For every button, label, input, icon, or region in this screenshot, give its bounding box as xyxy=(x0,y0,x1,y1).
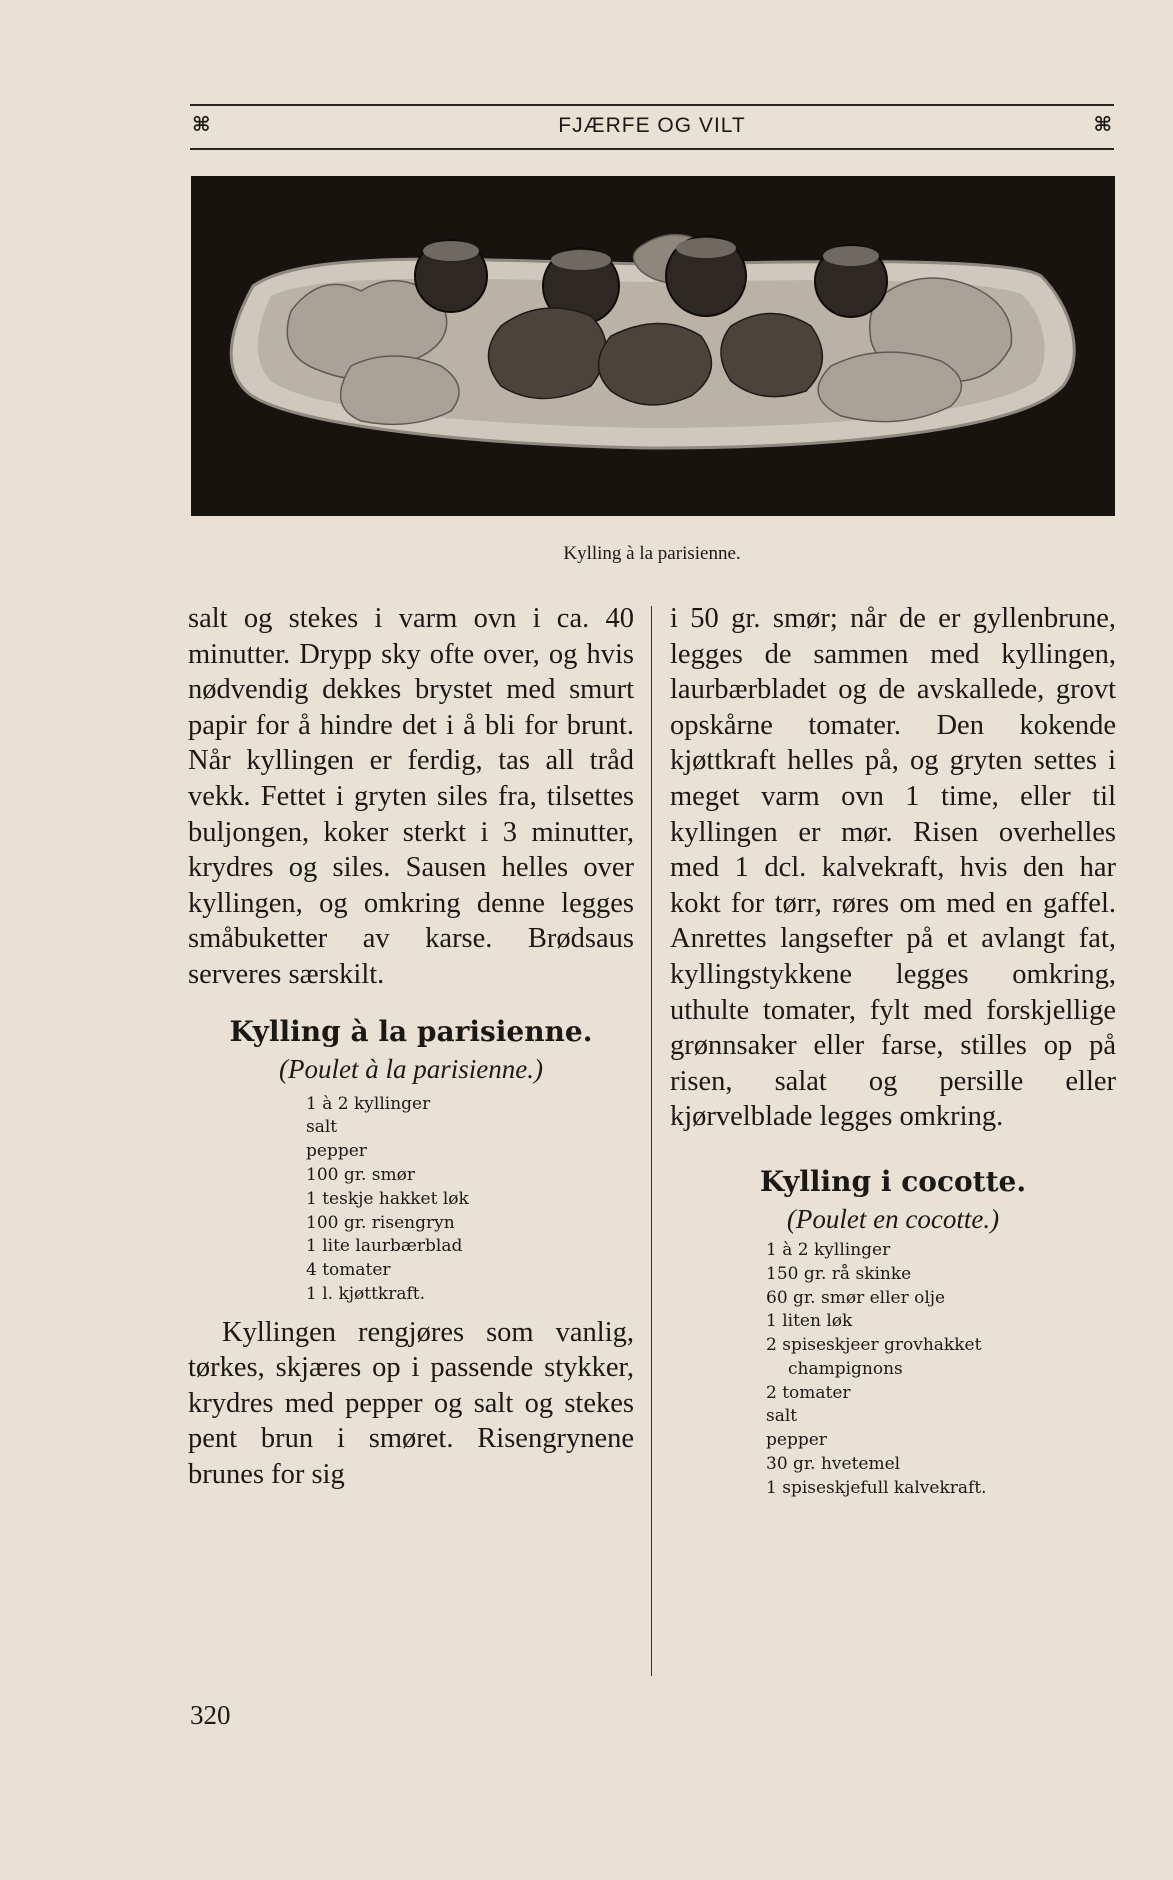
ingredient-list-cocotte xyxy=(766,1239,1116,1501)
ingredient-item: 60 gr. smør eller olje xyxy=(766,1287,946,1308)
ingredient-item: pepper xyxy=(766,1430,827,1451)
right-paragraph-continued: i 50 gr. smør; når de er gyllenbrune, legges de sammen med kyllingen, laurbærbladet og de avskallede, grovt opskårne tomater. Den kokende kjøttkraft helles på, og gryten settes i meget varm ovn 1 time, eller til kyllingen er mør. Risen overhelles med 1 dcl. kalvekraft, hvis den har kokt for tørr, røres om med en gaffel. Anrettes langsefter på et avlangt fat, kyllingstykkene legges omkring, uthulte tomater, fylt med forskjellige grønnsaker eller farse, stilles op på risen, salat og persille eller kjørvelblade legges omkring. xyxy=(670,603,1116,1133)
recipe-title-parisienne: Kylling à la parisienne. xyxy=(229,1014,593,1048)
recipe-title-cocotte: Kylling i cocotte. xyxy=(759,1164,1027,1198)
ingredient-item: 1 liten løk xyxy=(766,1311,853,1332)
ingredient-item: 1 à 2 kyllinger xyxy=(306,1093,431,1114)
ingredient-item: 100 gr. risengryn xyxy=(306,1212,455,1233)
recipe-subtitle-parisienne: (Poulet à la parisienne.) xyxy=(279,1053,543,1084)
left-paragraph-continued: salt og stekes i varm ovn i ca. 40 minutter. Drypp sky ofte over, og hvis nødvendig dekkes brystet med smurt papir for å hindre det i å bli for brunt. Når kyllingen er ferdig, tas all tråd vekk. Fettet i gryten siles fra, tilsettes buljongen, koker sterkt i 3 minutter, krydres og siles. Sausen helles over kyllingen, og omkring denne legges småbuketter av karse. Brødsaus serveres særskilt. xyxy=(188,603,634,990)
dish-photo-illustration xyxy=(191,176,1115,516)
ingredient-item: 150 gr. rå skinke xyxy=(766,1263,912,1284)
ingredient-item: 1 lite laurbærblad xyxy=(306,1236,463,1257)
dish-photo xyxy=(191,176,1115,516)
ingredient-item: 1 à 2 kyllinger xyxy=(766,1239,891,1260)
page-number: 320 xyxy=(190,1700,231,1730)
ingredient-item: pepper xyxy=(306,1141,367,1162)
right-column xyxy=(670,601,1116,1501)
ingredient-list-parisienne xyxy=(306,1093,634,1307)
ingredient-item: 1 l. kjøttkraft. xyxy=(306,1283,426,1304)
ingredient-item: 2 spiseskjeer grovhakket xyxy=(766,1335,982,1356)
running-header xyxy=(190,104,1114,150)
ingredient-item: champignons xyxy=(788,1358,903,1379)
ingredient-item: salt xyxy=(306,1117,338,1138)
ingredient-item: 4 tomater xyxy=(306,1260,391,1281)
method-paragraph-parisienne: Kyllingen rengjøres som vanlig, tørkes, skjæres op i passende stykker, krydres med pepper og salt og stekes pent brun i smøret. Risengrynene brunes for sig xyxy=(188,1316,634,1491)
left-column xyxy=(188,601,634,1493)
ingredient-item: 30 gr. hvetemel xyxy=(766,1454,901,1475)
column-divider xyxy=(651,606,652,1676)
ingredient-item: 100 gr. smør xyxy=(306,1164,416,1185)
ingredient-item: 1 teskje hakket løk xyxy=(306,1188,469,1209)
ingredient-item: 1 spiseskjefull kalvekraft. xyxy=(766,1477,987,1498)
photo-caption: Kylling à la parisienne. xyxy=(563,543,741,564)
ingredient-item: salt xyxy=(766,1406,798,1427)
chapter-title: FJÆRFE OG VILT xyxy=(558,114,746,137)
header-ornament-left: ⌘ xyxy=(192,112,211,136)
ingredient-item: 2 tomater xyxy=(766,1382,851,1403)
header-ornament-right: ⌘ xyxy=(1093,112,1112,136)
recipe-subtitle-cocotte: (Poulet en cocotte.) xyxy=(786,1203,1000,1234)
